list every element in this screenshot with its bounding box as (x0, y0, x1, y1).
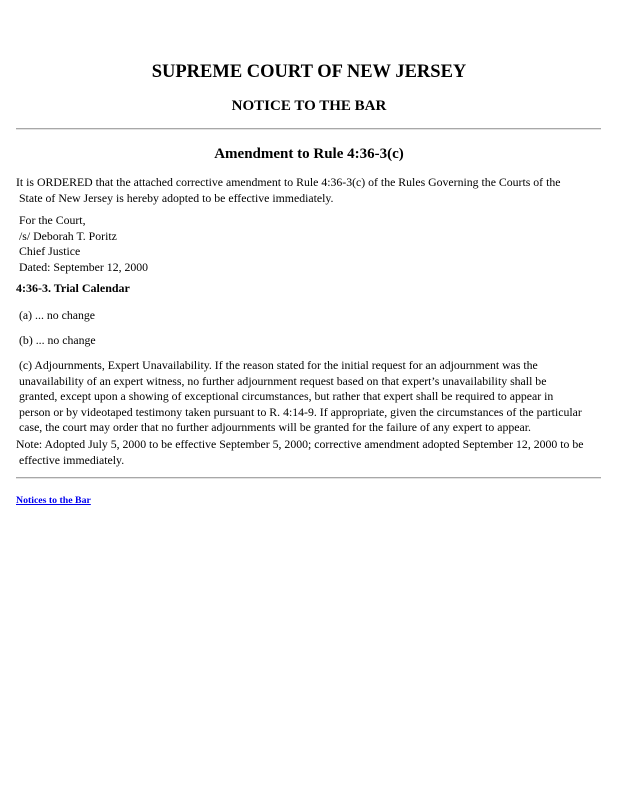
subsection-c-line: person or by videotaped testimony taken pursuant to R. 4:14-9. If appropriate, given the circumstances of the particular (19, 404, 582, 419)
subsection-a: (a) ... no change (19, 308, 95, 322)
rule-heading: 4:36-3. Trial Calendar (16, 281, 130, 295)
notice-title: NOTICE TO THE BAR (231, 98, 387, 114)
subsection-c (16, 358, 606, 436)
signature-role: Chief Justice (19, 244, 81, 258)
adoption-note (16, 437, 606, 468)
signature-date: Dated: September 12, 2000 (19, 259, 149, 274)
order-line-1: It is ORDERED that the attached corrective amendment to Rule 4:36-3(c) of the Rules Governing the Courts of the (16, 175, 561, 189)
note-line-1: Note: Adopted July 5, 2000 to be effective September 5, 2000; corrective amendment adopted September 12, 2000 to be (16, 437, 584, 451)
top-divider (16, 128, 601, 130)
amendment-title: Amendment to Rule 4:36-3(c) (214, 146, 404, 162)
signature-for-court: For the Court, (19, 213, 86, 227)
order-paragraph (16, 175, 606, 206)
notices-to-the-bar-link[interactable]: Notices to the Bar (16, 495, 91, 506)
order-line-2: State of New Jersey is hereby adopted to be effective immediately. (19, 190, 334, 205)
subsection-c-line: unavailability of an expert witness, no further adjournment request based on that expert’s unavailability shall be (19, 373, 547, 388)
bottom-divider (16, 477, 601, 479)
subsection-b: (b) ... no change (19, 333, 96, 347)
note-line-2: effective immediately. (19, 452, 125, 467)
subsection-c-line: case, the court may order that no further adjournments will be granted for the failure of any expert to appear. (19, 420, 531, 434)
subsection-c-line: (c) Adjournments, Expert Unavailability. If the reason stated for the initial request for an adjournment was the (19, 358, 538, 372)
signature-block (19, 213, 609, 275)
subsection-c-line: granted, except upon a showing of exceptional circumstances, but rather that expert shall be required to appear in (19, 389, 554, 403)
court-title: SUPREME COURT OF NEW JERSEY (151, 62, 467, 82)
signature-name: /s/ Deborah T. Poritz (19, 228, 117, 243)
